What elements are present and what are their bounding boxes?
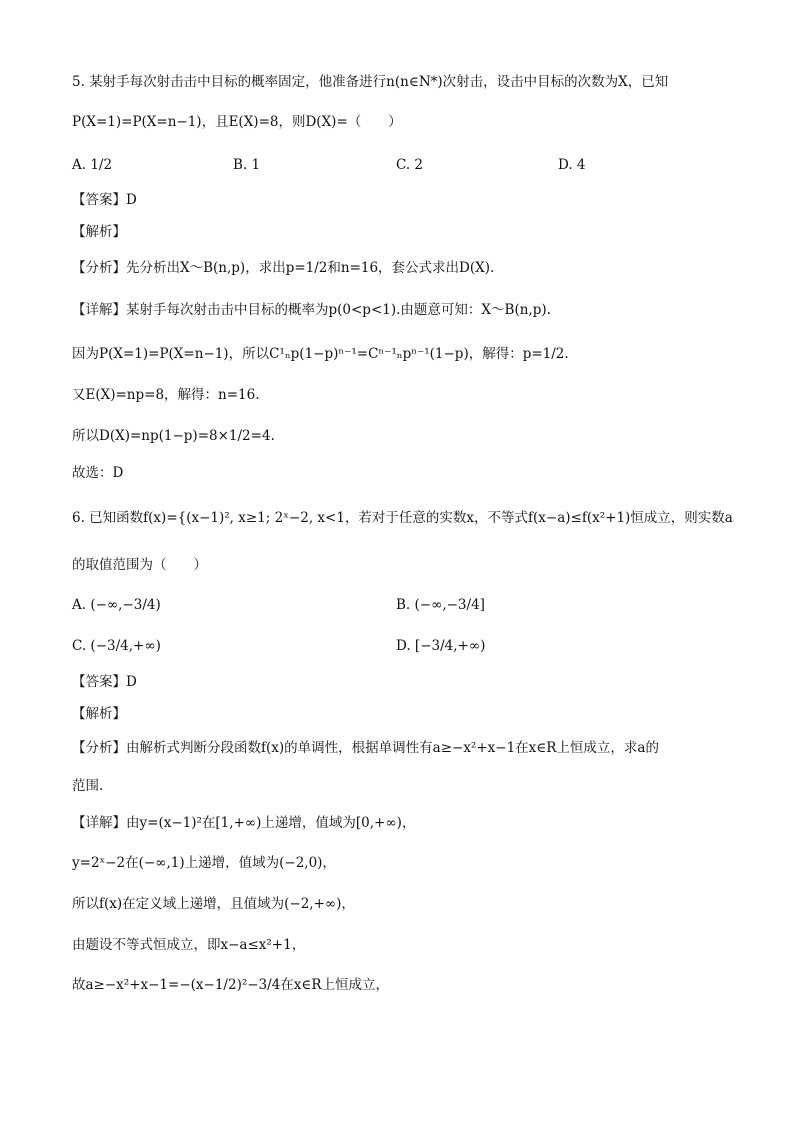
q6-detail-3: 所以f(x)在定义域上递增，且值域为(−2,+∞)， [72,896,355,912]
q6-option-c: C. (−3/4,+∞) [72,638,161,654]
q5-detail-4: 所以D(X)=np(1−p)=8×1/2=4. [72,428,275,444]
q6-stem-line1: 6. 已知函数f(x)={(x−1)², x≥1; 2ˣ−2, x<1，若对于任意的实数x，不等式f(x−a)≤f(x²+1)恒成立，则实数a [72,510,733,526]
q5-choice: 故选：D [72,465,124,481]
q6-option-a: A. (−∞,−3/4) [72,597,161,613]
q6-analysis-tag: 【解析】 [72,706,126,722]
q5-stem-line2: P(X=1)=P(X=n−1)，且E(X)=8，则D(X)=（ ） [72,114,402,130]
q6-fenxi-line2: 范围. [72,778,104,794]
q5-option-c: C. 2 [396,157,424,173]
q5-option-a: A. 1/2 [72,157,113,173]
q5-fenxi: 【分析】先分析出X～B(n,p)，求出p=1/2和n=16，套公式求出D(X). [72,260,495,276]
q6-option-d: D. [−3/4,+∞) [396,638,486,654]
q5-option-d: D. 4 [558,157,586,173]
q6-detail-1: 【详解】由y=(x−1)²在[1,+∞)上递增，值域为[0,+∞)， [72,815,416,831]
q6-detail-5: 故a≥−x²+x−1=−(x−1/2)²−3/4在x∈R上恒成立， [72,977,390,993]
q5-stem-line1: 5. 某射手每次射击击中目标的概率固定，他准备进行n(n∈N*)次射击，设击中目标的次数为X，已知 [72,74,669,90]
q6-stem-line2: 的取值范围为（ ） [72,557,207,573]
q5-answer: 【答案】D [72,192,137,208]
q6-fenxi-line1: 【分析】由解析式判断分段函数f(x)的单调性，根据单调性有a≥−x²+x−1在x∈R上恒成立，求a的 [72,740,659,756]
q5-option-b: B. 1 [233,157,261,173]
q6-answer: 【答案】D [72,674,137,690]
q5-analysis-tag: 【解析】 [72,224,126,240]
q5-detail-3: 又E(X)=np=8，解得：n=16. [72,387,260,403]
q5-detail-2: 因为P(X=1)=P(X=n−1)，所以C¹ₙp(1−p)ⁿ⁻¹=Cⁿ⁻¹ₙpⁿ⁻¹(1−p)，解得：p=1/2. [72,346,569,362]
q5-detail-1: 【详解】某射手每次射击击中目标的概率为p(0<p<1).由题意可知：X～B(n,p). [72,302,551,318]
q6-detail-4: 由题设不等式恒成立，即x−a≤x²+1， [72,937,306,953]
q6-option-b: B. (−∞,−3/4] [396,597,485,613]
q6-detail-2: y=2ˣ−2在(−∞,1)上递增，值域为(−2,0)， [72,855,336,871]
